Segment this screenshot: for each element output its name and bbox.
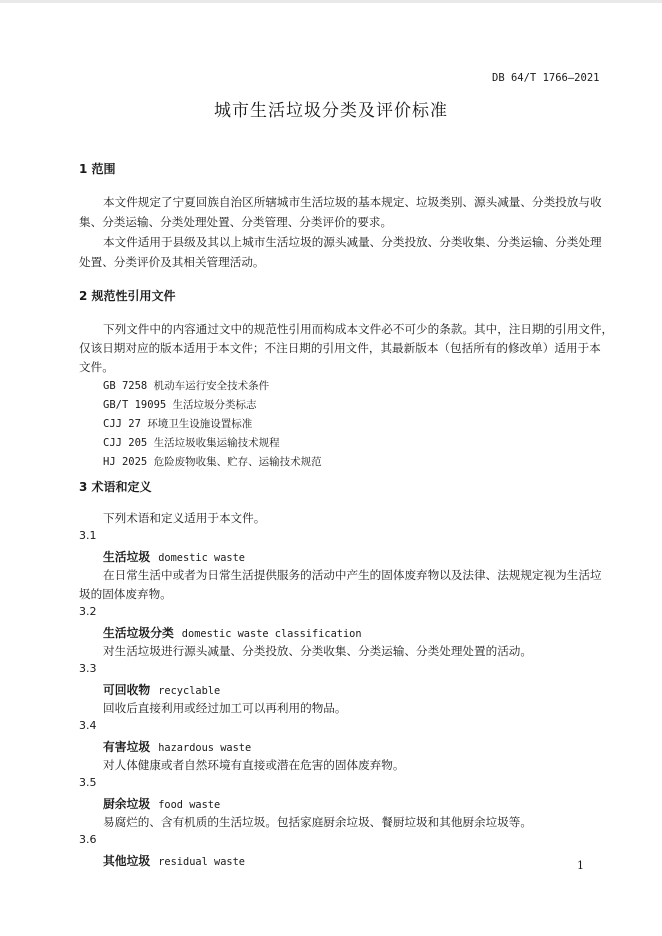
term-heading xyxy=(103,852,245,869)
page-number: 1 xyxy=(577,859,584,872)
term-definition-line: 易腐烂的、含有机质的生活垃圾。包括家庭厨余垃圾、餐厨垃圾和其他厨余垃圾等。 xyxy=(103,815,532,829)
term-chinese: 有害垃圾 xyxy=(103,740,151,754)
section-2-heading: 2 规范性引用文件 xyxy=(79,289,176,303)
reference-item: CJJ 205 生活垃圾收集运输技术规程 xyxy=(103,437,280,449)
term-definition-line: 在日常生活中或者为日常生活提供服务的活动中产生的固体废弃物以及法律、法规规定视为生活垃 xyxy=(103,568,602,582)
term-chinese: 生活垃圾分类 xyxy=(103,626,174,640)
reference-item: HJ 2025 危险废物收集、贮存、运输技术规范 xyxy=(103,456,322,468)
term-english: domestic waste xyxy=(158,552,245,564)
term-english: hazardous waste xyxy=(158,742,252,754)
term-english: domestic waste classification xyxy=(181,628,362,640)
term-definition-line: 对人体健康或者自然环境有直接或潜在危害的固体废弃物。 xyxy=(103,758,405,772)
section-1-line-3: 本文件适用于县级及其以上城市生活垃圾的源头减量、分类投放、分类收集、分类运输、分类处理 xyxy=(103,235,602,249)
section-2-line-3: 文件。 xyxy=(79,360,114,374)
term-number: 3.1 xyxy=(79,529,97,542)
term-chinese: 其他垃圾 xyxy=(103,854,151,868)
term-heading xyxy=(103,738,251,755)
section-1-line-4: 处置、分类评价及其相关管理活动。 xyxy=(79,255,265,269)
reference-item: GB/T 19095 生活垃圾分类标志 xyxy=(103,399,257,411)
section-3-heading: 3 术语和定义 xyxy=(79,480,152,494)
scan-edge xyxy=(0,0,662,3)
reference-item: GB 7258 机动车运行安全技术条件 xyxy=(103,380,270,392)
term-definition-line: 回收后直接利用或经过加工可以再利用的物品。 xyxy=(103,701,347,715)
term-chinese: 厨余垃圾 xyxy=(103,797,151,811)
section-1-heading: 1 范围 xyxy=(79,162,116,176)
term-heading xyxy=(103,624,362,641)
document-title: 城市生活垃圾分类及评价标准 xyxy=(214,101,448,121)
term-chinese: 可回收物 xyxy=(103,683,151,697)
term-english: food waste xyxy=(158,799,221,811)
section-1-line-1: 本文件规定了宁夏回族自治区所辖城市生活垃圾的基本规定、垃圾类别、源头减量、分类投放与收 xyxy=(103,195,602,209)
term-number: 3.4 xyxy=(79,719,97,732)
term-heading xyxy=(103,795,220,812)
section-2-line-1: 下列文件中的内容通过文中的规范性引用而构成本文件必不可少的条款。其中，注日期的引用文件， xyxy=(103,322,614,336)
term-number: 3.6 xyxy=(79,833,97,846)
section-3-intro: 下列术语和定义适用于本文件。 xyxy=(103,511,266,525)
term-definition-line: 对生活垃圾进行源头减量、分类投放、分类收集、分类运输、分类处理处置的活动。 xyxy=(103,644,532,658)
term-number: 3.3 xyxy=(79,662,97,675)
term-heading xyxy=(103,548,245,565)
term-heading xyxy=(103,681,220,698)
document-number: DB 64/T 1766—2021 xyxy=(492,72,600,84)
reference-item: CJJ 27 环境卫生设施设置标准 xyxy=(103,418,253,430)
term-definition-line: 圾的固体废弃物。 xyxy=(79,587,172,601)
term-chinese: 生活垃圾 xyxy=(103,550,151,564)
term-number: 3.5 xyxy=(79,776,97,789)
section-2-line-2: 仅该日期对应的版本适用于本文件；不注日期的引用文件，其最新版本（包括所有的修改单）适用于本 xyxy=(79,341,601,355)
term-english: residual waste xyxy=(158,856,245,868)
section-1-line-2: 集、分类运输、分类处理处置、分类管理、分类评价的要求。 xyxy=(79,215,393,229)
term-number: 3.2 xyxy=(79,605,97,618)
term-english: recyclable xyxy=(158,685,221,697)
